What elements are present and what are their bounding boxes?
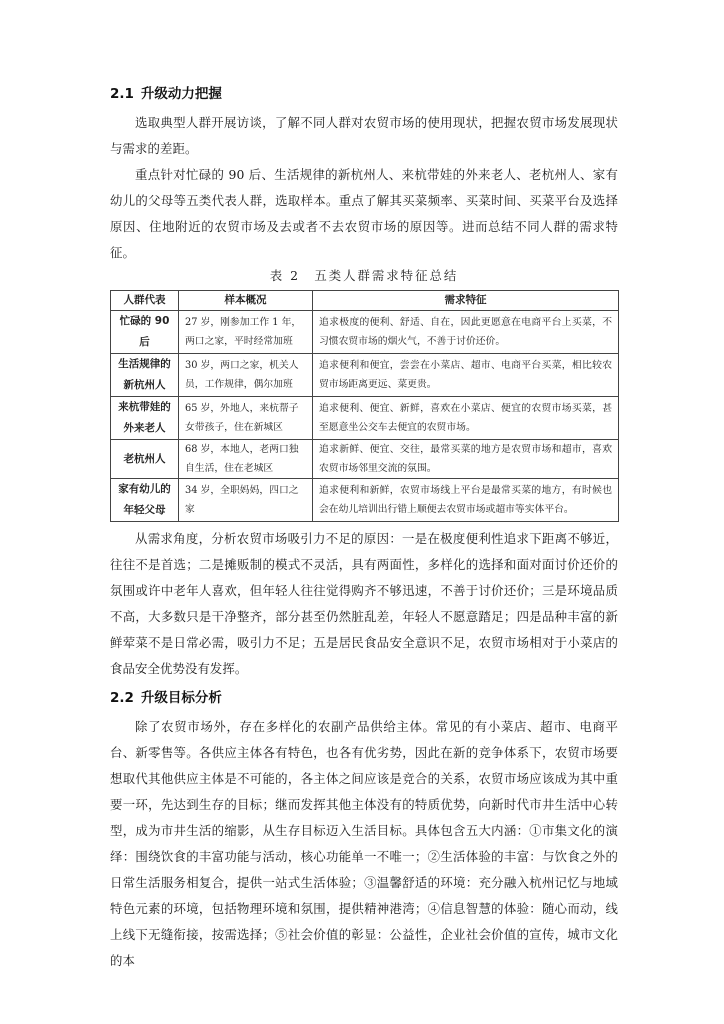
sample-cell: 27 岁，刚参加工作 1 年，两口之家，平时经常加班: [179, 311, 313, 354]
table-row: [111, 311, 619, 354]
paragraph: 重点针对忙碌的 90 后、生活规律的新杭州人、来杭带娃的外来老人、老杭州人、家有幼儿的父母等五类代表人群，选取样本。重点了解其买菜频率、买菜时间、买菜平台及选择原因、住地附近的农贸市场及去或者不去农贸市场的原因等。进而总结不同人群的需求特征。: [110, 167, 618, 260]
group-cell: 家有幼儿的年轻父母: [111, 479, 179, 522]
table-row: [111, 397, 619, 440]
group-cell: 来杭带娃的外来老人: [111, 397, 179, 440]
sample-cell: 68 岁，本地人，老两口独自生活，住在老城区: [179, 440, 313, 479]
sample-cell: 30 岁，两口之家，机关人员，工作规律，偶尔加班: [179, 354, 313, 397]
paragraph: 选取典型人群开展访谈，了解不同人群对农贸市场的使用现状，把握农贸市场发展现状与需求的差距。: [110, 115, 618, 156]
section-title: 升级动力把握: [140, 86, 222, 102]
demand-table: [110, 290, 619, 522]
needs-cell: 追求便利和新鲜，农贸市场线上平台是最常买菜的地方，有时候也会在幼儿培训出行错上顺便去农贸市场或超市等实体平台。: [313, 479, 619, 522]
needs-cell: 追求便利、便宜、新鲜，喜欢在小菜店、便宜的农贸市场买菜，甚至愿意坐公交车去便宜的农贸市场。: [313, 397, 619, 440]
sample-cell: 65 岁，外地人，来杭帮子女带孩子，住在新城区: [179, 397, 313, 440]
table-row: [111, 479, 619, 522]
table-header-row: [111, 291, 619, 311]
section-heading-2-2: [110, 688, 618, 708]
paragraph: 除了农贸市场外，存在多样化的农副产品供给主体。常见的有小菜店、超市、电商平台、新零售等。各供应主体各有特色，也各有优劣势，因此在新的竞争体系下，农贸市场要想取代其他供应主体是不可能的，各主体之间应该是竞合的关系，农贸市场应该成为其中重要一环，先达到生存的目标；继而发挥其他主体没有的特质优势，向新时代市井生活中心转型，成为市井生活的缩影，从生存目标迈入生活目标。具体包含五大内涵：①市集文化的演绎：围绕饮食的丰富功能与活动，核心功能单一不唯一；②生活体验的丰富：与饮食之外的日常生活服务相复合，提供一站式生活体验；③温馨舒适的环境：充分融入杭州记忆与地域特色元素的环境，包括物理环境和氛围，提供精神港湾；④信息智慧的体验：随心而动，线上线下无缝衔接，按需选择；⑤社会价值的彰显：公益性，企业社会价值的宣传，城市文化的本: [110, 719, 618, 968]
section-number: 2.2: [110, 690, 134, 706]
sample-cell: 34 岁，全职妈妈，四口之家: [179, 479, 313, 522]
table-row: [111, 354, 619, 397]
group-cell: 生活规律的新杭州人: [111, 354, 179, 397]
section-heading-2-1: [110, 84, 618, 104]
needs-cell: 追求新鲜、便宜、交往，最常买菜的地方是农贸市场和超市，喜欢农贸市场邻里交流的氛围。: [313, 440, 619, 479]
section-number: 2.1: [110, 86, 134, 102]
column-header: 需求特征: [313, 291, 619, 311]
column-header: 人群代表: [111, 291, 179, 311]
group-cell: 老杭州人: [111, 440, 179, 479]
paragraph: 从需求角度，分析农贸市场吸引力不足的原因：一是在极度便利性追求下距离不够近，往往不是首选；二是摊贩制的模式不灵活，具有两面性，多样化的选择和面对面讨价还价的氛围或许中老年人喜欢，但年轻人往往觉得购齐不够迅速，不善于讨价还价；三是环境品质不高，大多数只是干净整齐，部分甚至仍然脏乱差，年轻人不愿意踏足；四是品种丰富的新鲜荤菜不是日常必需，吸引力不足；五是居民食品安全意识不足，农贸市场相对于小菜店的食品安全优势没有发挥。: [110, 531, 618, 676]
needs-cell: 追求便利和便宜，尝尝在小菜店、超市、电商平台买菜，相比较农贸市场距离更远、菜更贵。: [313, 354, 619, 397]
group-cell: 忙碌的 90 后: [111, 311, 179, 354]
table-caption: 表 2 五类人群需求特征总结: [269, 268, 459, 283]
column-header: 样本概况: [179, 291, 313, 311]
needs-cell: 追求极度的便利、舒适、自在，因此更愿意在电商平台上买菜，不习惯农贸市场的烟火气，不善于讨价还价。: [313, 311, 619, 354]
table-row: [111, 440, 619, 479]
document-page: [110, 84, 618, 974]
section-title: 升级目标分析: [140, 690, 222, 706]
